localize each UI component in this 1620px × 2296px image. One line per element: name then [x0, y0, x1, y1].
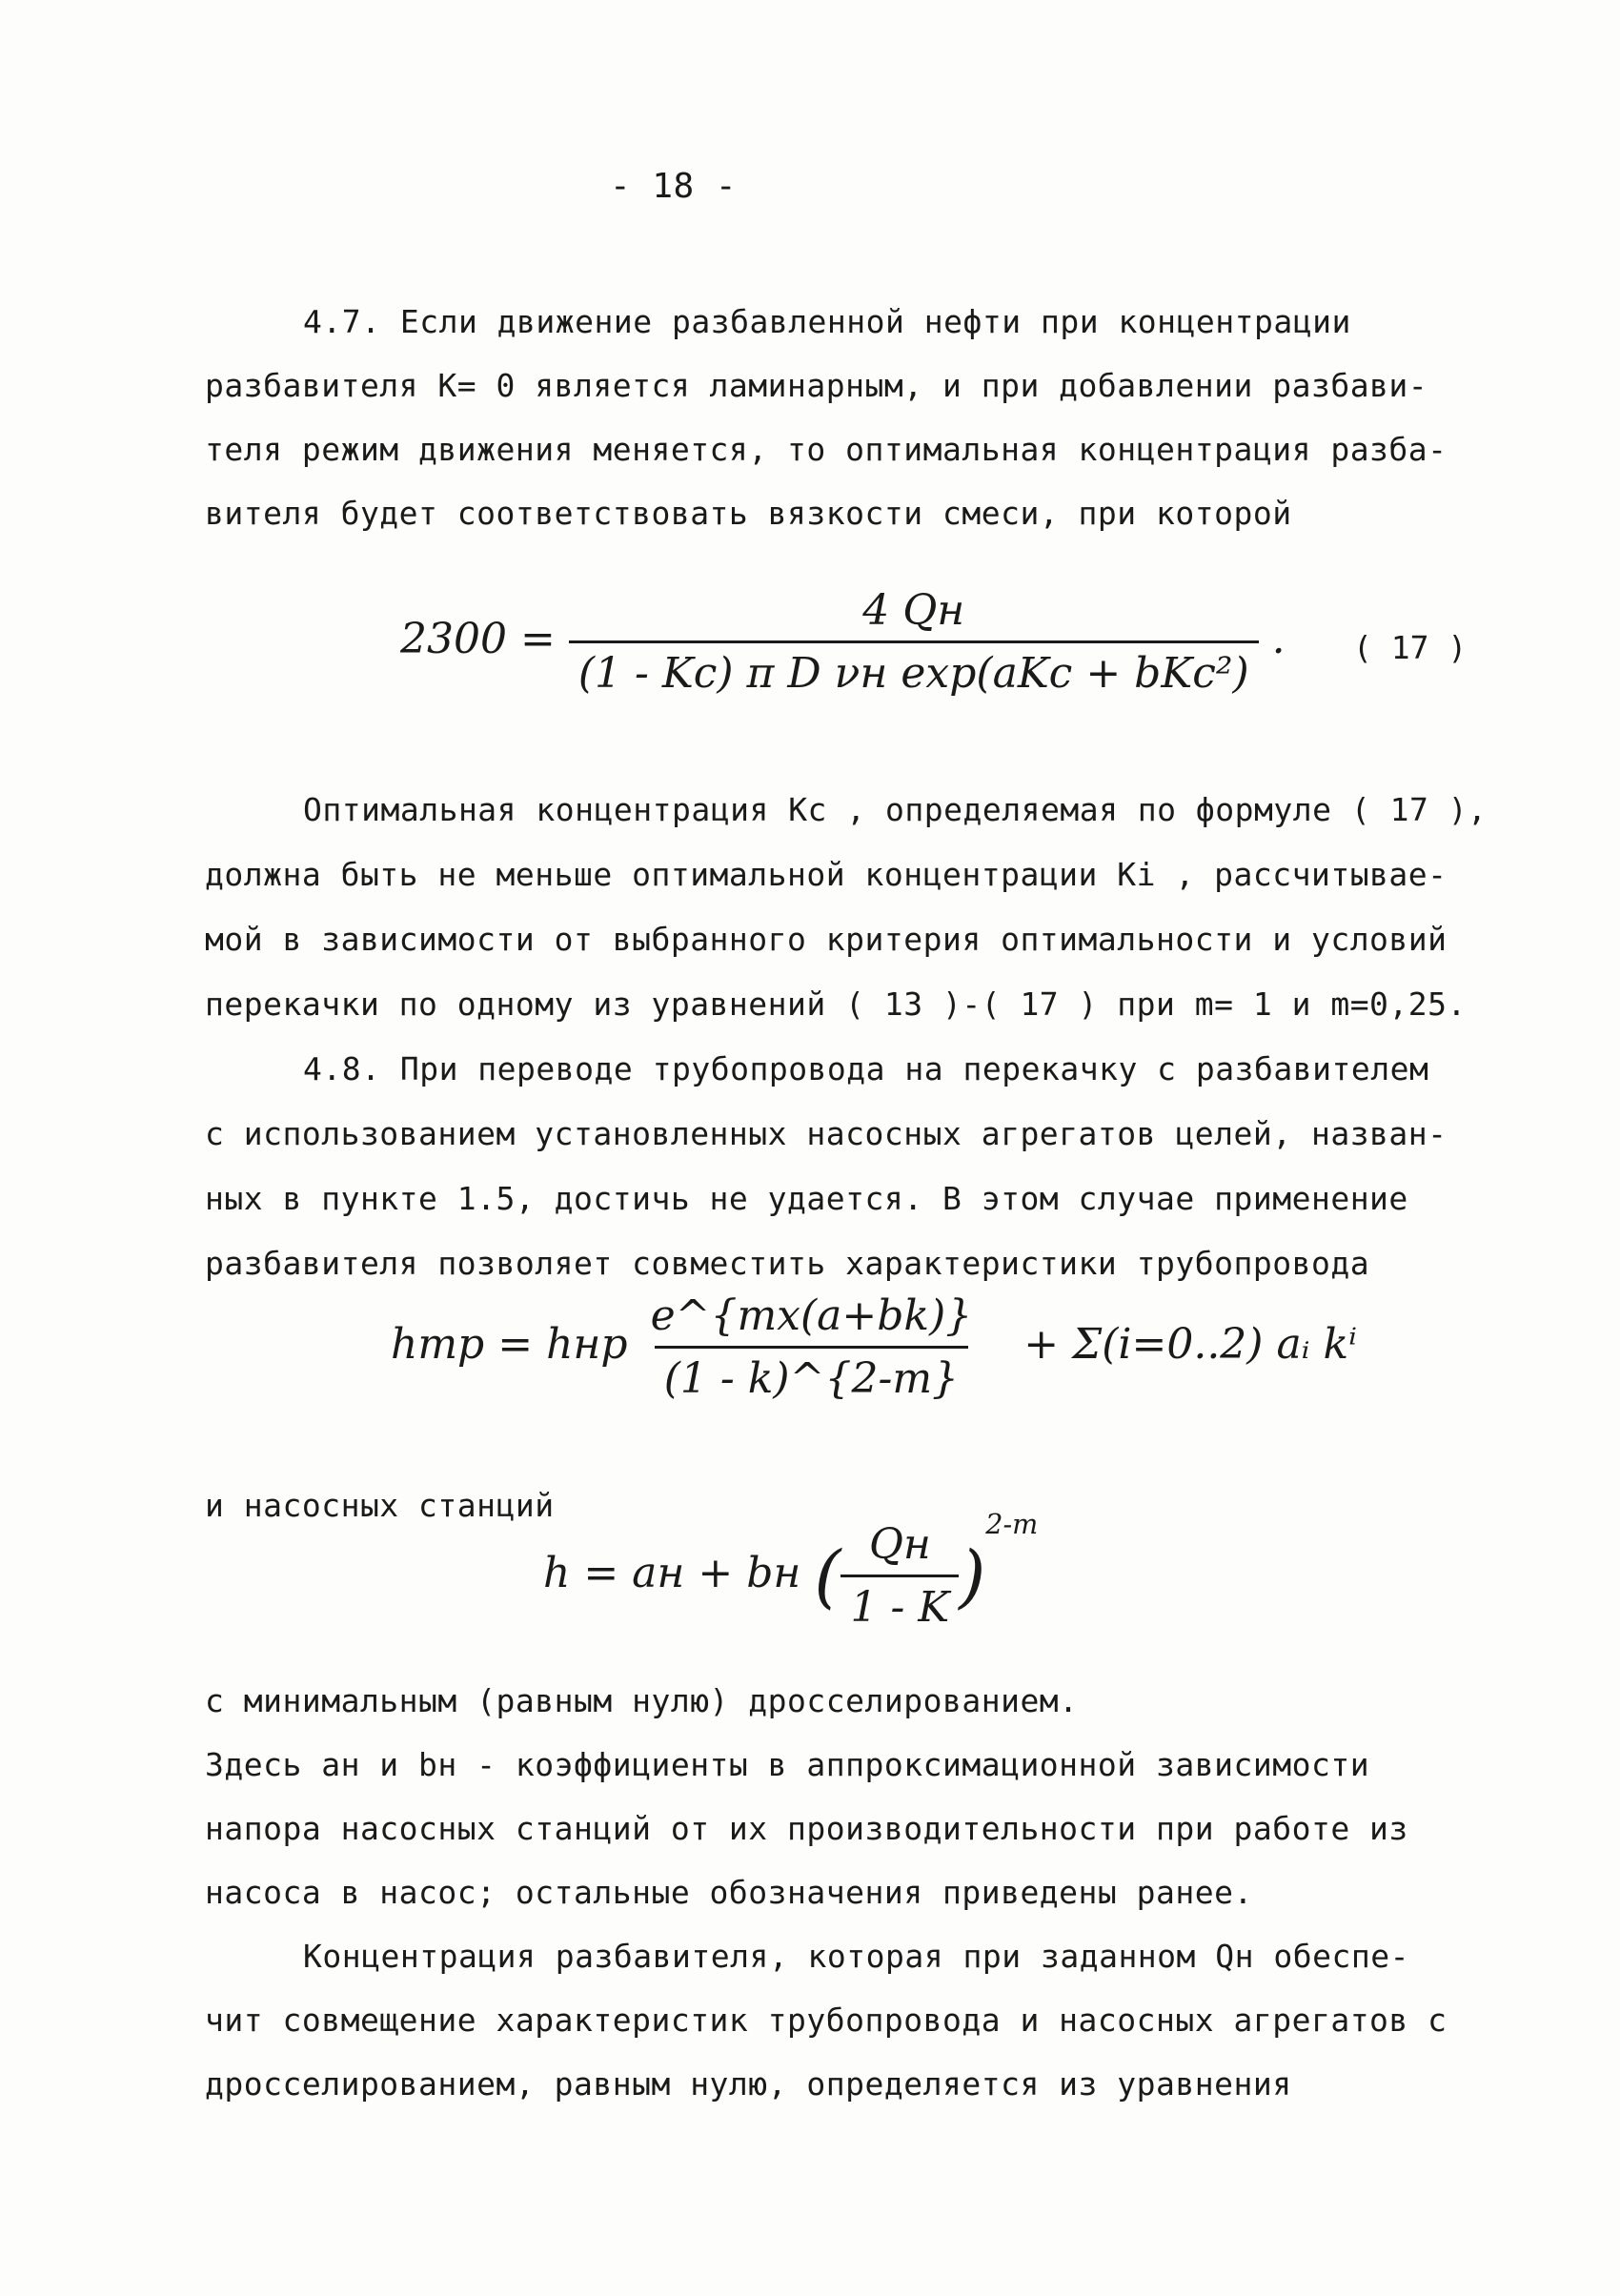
- equation-number: ( 17 ): [1353, 629, 1468, 666]
- eq17-tail: .: [1271, 615, 1286, 663]
- eq17-numerator: 4 Qн: [862, 586, 965, 635]
- eq-pump-numerator: Qн: [868, 1520, 931, 1569]
- paren-open: (: [814, 1535, 841, 1616]
- eq17-fraction: [569, 586, 1259, 698]
- text-line: перекачки по одному из уравнений ( 13 )-( 17 ) при m= 1 и m=0,25.: [205, 985, 1467, 1023]
- equation-17: [400, 586, 1286, 698]
- page-number: - 18 -: [610, 167, 738, 206]
- eq-pipe-numerator: e^{mx(a+bk)}: [650, 1291, 973, 1340]
- paren-close: ): [959, 1535, 986, 1616]
- equation-pump: [543, 1508, 1039, 1632]
- eq-pipe-lhs: hтр = hнр: [391, 1320, 628, 1369]
- eq-pipe-fraction: [641, 1291, 982, 1403]
- text-line: ных в пункте 1.5, достичь не удается. В этом случае применение: [205, 1180, 1408, 1217]
- text-line: дросселированием, равным нулю, определяется из уравнения: [205, 2065, 1292, 2103]
- text-line: с минимальным (равным нулю) дросселированием.: [205, 1682, 1079, 1719]
- text-line: мой в зависимости от выбранного критерия оптимальности и условий: [205, 921, 1448, 958]
- eq17-lhs: 2300 =: [400, 615, 556, 663]
- text-line: 4.8. При переводе трубопровода на перекачку с разбавителем: [303, 1050, 1429, 1087]
- text-line: теля режим движения меняется, то оптимальная концентрация разба-: [205, 431, 1448, 468]
- text-line: 4.7. Если движение разбавленной нефти при концентрации: [303, 303, 1351, 340]
- eq17-denominator: (1 - Kc) π D νн exp(aKc + bKc²): [569, 640, 1259, 698]
- eq-pipe-sum: + Σ(i=0..2) aᵢ kⁱ: [1023, 1320, 1358, 1369]
- eq-pump-lhs: h = aн + bн: [543, 1549, 801, 1597]
- text-line: и насосных станций: [205, 1487, 555, 1524]
- text-line: насоса в насос; остальные обозначения приведены ранее.: [205, 1874, 1253, 1911]
- text-line: напора насосных станций от их производительности при работе из: [205, 1810, 1408, 1847]
- text-line: вителя будет соответствовать вязкости смеси, при которой: [205, 495, 1292, 532]
- equation-pipeline: [391, 1291, 1357, 1403]
- text-line: разбавителя K= 0 является ламинарным, и при добавлении разбави-: [205, 367, 1428, 404]
- text-line: разбавителя позволяет совместить характеристики трубопровода: [205, 1245, 1370, 1282]
- eq-pump-exponent: 2-m: [985, 1508, 1039, 1541]
- text-line: с использованием установленных насосных агрегатов целей, назван-: [205, 1115, 1448, 1152]
- text-line: должна быть не меньше оптимальной концентрации Ki , рассчитывае-: [205, 856, 1448, 893]
- text-line: чит совмещение характеристик трубопровода и насосных агрегатов с: [205, 2001, 1448, 2039]
- eq-pump-denominator: 1 - K: [840, 1575, 959, 1632]
- text-line: Здесь aн и bн - коэффициенты в аппроксимационной зависимости: [205, 1746, 1370, 1783]
- eq-pump-fraction: [840, 1520, 959, 1632]
- text-line: Оптимальная концентрация Kc , определяемая по формуле ( 17 ),: [303, 791, 1488, 828]
- text-line: Концентрация разбавителя, которая при заданном Qн обеспе-: [303, 1938, 1409, 1975]
- eq-pipe-denominator: (1 - k)^{2-m}: [655, 1346, 968, 1403]
